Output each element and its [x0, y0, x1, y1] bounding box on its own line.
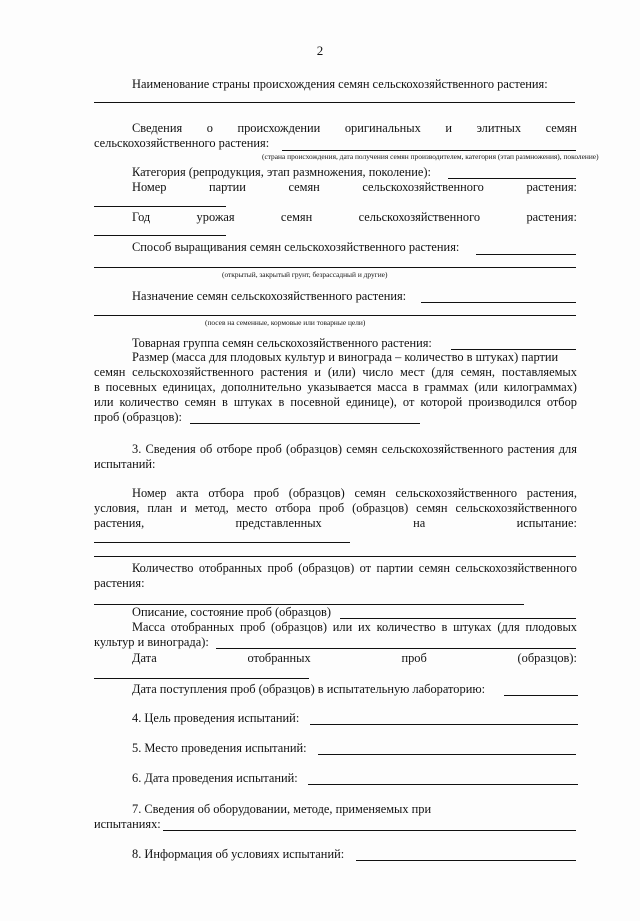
sampling-date-line: Дата отобранных проб (образцов):: [132, 651, 577, 665]
conditions-label: 8. Информация об условиях испытаний:: [132, 847, 345, 861]
purpose-input-line[interactable]: [421, 302, 576, 303]
equipment-line1: 7. Сведения об оборудовании, методе, применяемых при: [132, 802, 432, 816]
goal-input-line[interactable]: [310, 724, 578, 725]
category-label: Категория (репродукция, этап размножения, поколение):: [132, 165, 431, 179]
samples-mass-input-line[interactable]: [216, 648, 576, 649]
equipment-line2: испытаниях:: [94, 817, 161, 831]
act-line2: условия, план и метод, место отбора проб (образцов) семян сельскохозяйственного: [94, 501, 577, 515]
page-number: 2: [316, 43, 324, 58]
origin-input-line[interactable]: [282, 150, 576, 151]
sampling-date-input-line[interactable]: [94, 678, 309, 679]
description-input-line[interactable]: [340, 618, 576, 619]
origin-caption: (страна происхождения, дата получения семян производителем, категория (этап размножения), поколение): [262, 152, 599, 161]
lot-number-line: Номер партии семян сельскохозяйственного растения:: [132, 180, 577, 194]
goal-label: 4. Цель проведения испытаний:: [132, 711, 300, 725]
country-label: Наименование страны происхождения семян сельскохозяйственного растения:: [132, 77, 548, 91]
receipt-date-input-line[interactable]: [504, 695, 578, 696]
act-line3: растения, представленных на испытание:: [94, 516, 577, 530]
origin-line1: Сведения о происхождении оригинальных и элитных семян: [132, 121, 577, 135]
equipment-input-line[interactable]: [163, 830, 576, 831]
samples-mass-line1: Масса отобранных проб (образцов) или их количество в штуках (для плодовых: [132, 620, 577, 634]
origin-line2: сельскохозяйственного растения:: [94, 136, 270, 150]
lot-size-line1: Размер (масса для плодовых культур и винограда – количество в штуках) партии: [132, 350, 559, 364]
section3-heading: 3. Сведения об отборе проб (образцов) семян сельскохозяйственного растения для: [132, 442, 577, 456]
conditions-input-line[interactable]: [356, 860, 576, 861]
growing-method-caption: (открытый, закрытый грунт, безрассадный и другие): [222, 270, 388, 279]
receipt-date-label: Дата поступления проб (образцов) в испытательную лабораторию:: [132, 682, 486, 696]
lot-size-line5: проб (образцов):: [94, 410, 182, 424]
purpose-label: Назначение семян сельскохозяйственного растения:: [132, 289, 407, 303]
description-label: Описание, состояние проб (образцов): [132, 605, 332, 619]
section3-line2: испытаний:: [94, 457, 156, 471]
act-input-line[interactable]: [94, 542, 350, 543]
category-input-line[interactable]: [448, 178, 576, 179]
date-input-line[interactable]: [308, 784, 578, 785]
place-label: 5. Место проведения испытаний:: [132, 741, 307, 755]
act-line1: Номер акта отбора проб (образцов) семян сельскохозяйственного растения,: [132, 486, 577, 500]
harvest-year-input-line[interactable]: [94, 235, 226, 236]
samples-mass-line2: культур и винограда):: [94, 635, 209, 649]
samples-count-line1: Количество отобранных проб (образцов) от партии семян сельскохозяйственного: [132, 561, 577, 575]
lot-size-input-line[interactable]: [190, 423, 420, 424]
lot-number-input-line[interactable]: [94, 206, 226, 207]
harvest-year-line: Год урожая семян сельскохозяйственного растения:: [132, 210, 577, 224]
product-group-label: Товарная группа семян сельскохозяйственного растения:: [132, 336, 432, 350]
date-label: 6. Дата проведения испытаний:: [132, 771, 298, 785]
lot-size-line2: семян сельскохозяйственного растения и (или) число мест (для семян, поставляемых: [94, 365, 577, 379]
country-input-line[interactable]: [94, 102, 575, 103]
growing-method-input-line-2[interactable]: [94, 267, 576, 268]
purpose-input-line-2[interactable]: [94, 315, 576, 316]
samples-count-line2: растения:: [94, 576, 145, 590]
lot-size-line3: в посевных единицах, дополнительно указывается масса в граммах (или килограммах): [94, 380, 577, 394]
lot-size-line4: или количество семян в штуках в посевной единице), от которой производился отбор: [94, 395, 577, 409]
purpose-caption: (посев на семенные, кормовые или товарные цели): [205, 318, 366, 327]
act-input-line-2[interactable]: [94, 556, 576, 557]
growing-method-input-line[interactable]: [476, 254, 576, 255]
place-input-line[interactable]: [318, 754, 576, 755]
growing-method-label: Способ выращивания семян сельскохозяйственного растения:: [132, 240, 460, 254]
